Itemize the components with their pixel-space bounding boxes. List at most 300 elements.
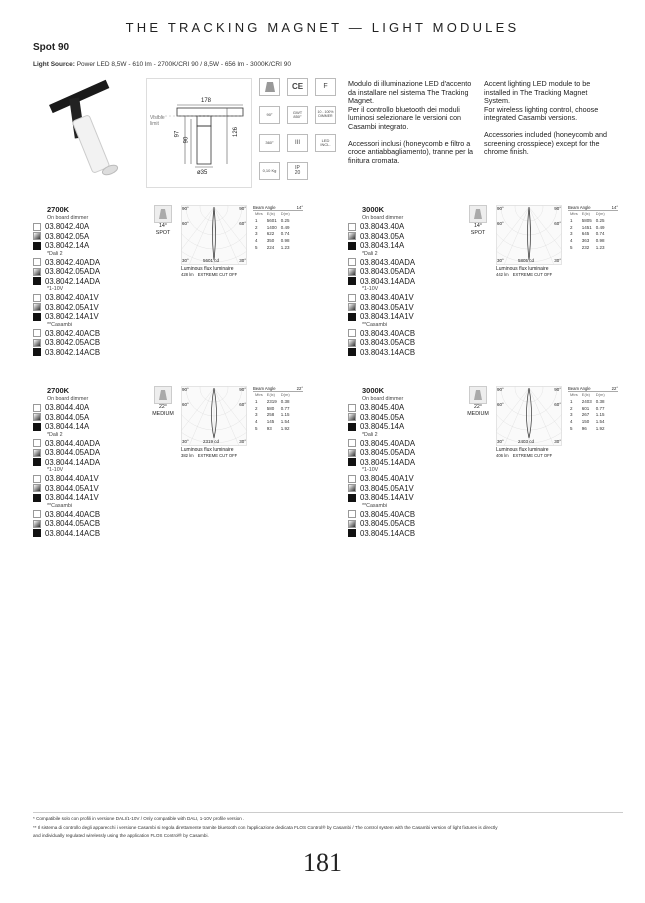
- product-code-text: 03.8044.14A1V: [45, 493, 99, 502]
- product-code: [348, 510, 415, 520]
- finish-swatch: [33, 268, 41, 276]
- polar-diagram: [496, 205, 562, 283]
- product-code: [33, 448, 100, 458]
- group-title: **Casambi: [47, 502, 73, 509]
- table-cell: 0.98: [595, 238, 605, 244]
- finish-swatch: [348, 439, 356, 447]
- polar-diagram: [181, 205, 247, 283]
- product-code-text: 03.8044.05A: [45, 412, 90, 422]
- finish-swatch: [348, 258, 356, 266]
- polar-label: 90°: [239, 206, 246, 211]
- table-cell: 1400: [266, 224, 277, 230]
- table-angle: 14°: [296, 205, 303, 210]
- table-cell: 0.25: [280, 217, 290, 223]
- product-code-text: 03.8042.05ADA: [45, 267, 101, 276]
- table-cell: 5: [570, 425, 573, 431]
- cutoff-label: EXTREME CUT OFF: [197, 272, 238, 277]
- group-title: On board dimmer: [47, 215, 89, 221]
- table-cell: 5601: [266, 217, 277, 223]
- beam-indicator: [148, 205, 178, 236]
- product-code-text: 03.8043.14A1V: [360, 312, 414, 321]
- table-row: [253, 399, 292, 406]
- table-cell: 1.92: [595, 425, 605, 431]
- product-code: [348, 312, 414, 322]
- photometric-table: [253, 205, 303, 252]
- product-code: [348, 277, 415, 287]
- product-code: [33, 241, 89, 251]
- finish-swatch: [33, 529, 41, 537]
- product-code-text: 03.8043.14ADA: [360, 276, 416, 286]
- product-code: [33, 348, 100, 358]
- polar-label: 60°: [182, 402, 189, 407]
- table-cell: 1: [570, 398, 573, 404]
- table-cell: 1.23: [280, 244, 290, 250]
- table-cell: 96: [581, 425, 587, 431]
- footnote-divider: [33, 812, 623, 813]
- table-cell: 232: [581, 244, 590, 250]
- photometric-table: [568, 386, 618, 433]
- table-header: D(m): [280, 211, 290, 216]
- finish-swatch: [348, 404, 356, 412]
- table-cell: 0.49: [280, 224, 290, 230]
- product-code: [348, 529, 415, 539]
- product-code: [348, 232, 404, 242]
- product-code: [33, 403, 89, 413]
- polar-label: 90°: [497, 206, 504, 211]
- finish-swatch: [33, 404, 41, 412]
- table-cell: 1.92: [280, 425, 290, 431]
- product-code-text: 03.8042.40ADA: [45, 257, 101, 267]
- table-row: [253, 406, 292, 413]
- photometric-table: [568, 205, 618, 252]
- finish-swatch: [33, 439, 41, 447]
- product-code-text: 03.8045.14ACB: [360, 528, 416, 538]
- table-cell: 363: [581, 238, 590, 244]
- product-code-text: 03.8042.40ACB: [45, 328, 101, 338]
- table-cell: 150: [581, 419, 590, 425]
- product-code: [348, 458, 415, 468]
- finish-swatch: [33, 520, 41, 528]
- group-title: *1-10V: [47, 467, 64, 473]
- gwt-icon: GWT 850°: [287, 106, 308, 124]
- table-cell: 1: [255, 217, 258, 223]
- polar-label: 90°: [554, 206, 561, 211]
- table-row: [568, 406, 607, 413]
- table-cell: 5: [570, 244, 573, 250]
- product-code: [348, 293, 414, 303]
- product-code-text: 03.8042.05A: [45, 231, 90, 241]
- cutoff-label: EXTREME CUT OFF: [512, 453, 553, 458]
- group-title: *Dali 2: [362, 431, 378, 438]
- group-title: **Casambi: [362, 321, 388, 328]
- table-cell: 0.38: [280, 398, 290, 404]
- beam-name: MEDIUM: [152, 410, 174, 417]
- finish-swatch: [348, 520, 356, 528]
- table-row: [253, 426, 292, 433]
- flux-value: 406 lm: [496, 453, 509, 458]
- table-header-row: [253, 211, 292, 218]
- polar-label: 30°: [182, 258, 189, 263]
- ip-icon: IP 20: [287, 162, 308, 180]
- product-code-text: 03.8044.05ADA: [45, 448, 101, 457]
- product-code-text: 03.8043.05A: [360, 231, 405, 241]
- table-cell: 145: [266, 419, 275, 425]
- spot-icon: [154, 205, 172, 223]
- table-cell: 0.77: [595, 405, 605, 411]
- flux-line: [181, 453, 237, 458]
- flux-value: 382 lm: [181, 453, 194, 458]
- table-angle: 22°: [611, 386, 618, 391]
- beam-indicator: [463, 386, 493, 417]
- table-cell: 4: [255, 238, 258, 244]
- table-angle: 14°: [611, 205, 618, 210]
- product-code-text: 03.8042.14ACB: [45, 347, 101, 357]
- dim-width: 178: [201, 98, 212, 104]
- table-header-row: [253, 392, 292, 399]
- table-cell: 2: [255, 224, 258, 230]
- table-cell: 0.74: [280, 231, 290, 237]
- product-code-text: 03.8042.14A1V: [45, 312, 99, 321]
- table-cell: 224: [266, 244, 275, 250]
- table-row: [568, 238, 607, 245]
- product-code: [348, 348, 415, 358]
- product-code-text: 03.8045.14ADA: [360, 457, 416, 467]
- product-code: [33, 519, 100, 529]
- polar-label: 30°: [554, 439, 561, 444]
- table-header: Mtrs: [570, 211, 578, 216]
- product-block: [33, 205, 333, 385]
- light-source-label: Light Source:: [33, 61, 75, 68]
- product-code: [348, 439, 415, 449]
- weight-icon: 0,10 Kg: [259, 162, 280, 180]
- finish-swatch: [33, 223, 41, 231]
- table-header: E(lx): [266, 211, 276, 216]
- photometric-table: [253, 386, 303, 433]
- flux-line: [496, 272, 552, 277]
- visible-limit-label: Visible limit: [150, 115, 165, 127]
- finish-swatch: [33, 313, 41, 321]
- table-header: D(m): [595, 392, 605, 397]
- footnote-1: * Compatibile solo con profili in versione DALI/1-10V / Only compatible with DALI, 1-10V profile version .: [33, 816, 245, 821]
- table-cell: 1: [570, 217, 573, 223]
- description-en: Accent lighting LED module to be installed in The Tracking Magnet System. For wireless lighting control, choose integrated Casambi versions. Accessories included (honeycomb and screening crosspiece) except for the chrome finish.: [484, 79, 608, 157]
- flux-value: 428 lm: [181, 272, 194, 277]
- table-row: [568, 225, 607, 232]
- table-row: [253, 231, 292, 238]
- finish-swatch: [348, 413, 356, 421]
- class-iii-icon: III: [287, 134, 308, 152]
- table-cell: 3: [255, 231, 258, 237]
- product-code-text: 03.8044.05A1V: [45, 483, 99, 493]
- beam-indicator: [463, 205, 493, 236]
- table-angle: 22°: [296, 386, 303, 391]
- group-title: On board dimmer: [47, 396, 89, 402]
- finish-swatch: [348, 294, 356, 302]
- cutoff-label: EXTREME CUT OFF: [197, 453, 238, 458]
- finish-swatch: [348, 268, 356, 276]
- rotation-90-icon: 90°: [259, 106, 280, 124]
- beam-angle-label: 22°: [473, 404, 482, 410]
- polar-label: 90°: [182, 206, 189, 211]
- table-cell: 267: [581, 412, 590, 418]
- spot-icon: [469, 386, 487, 404]
- dim-diameter: ø35: [197, 170, 208, 176]
- page-number: 181: [303, 848, 342, 877]
- product-code-text: 03.8045.40A1V: [360, 474, 414, 483]
- table-cell: 4: [255, 419, 258, 425]
- product-code-text: 03.8042.14A: [45, 241, 90, 250]
- dimmer-icon: 10 - 100% DIMMER: [315, 106, 336, 124]
- product-code: [348, 267, 415, 277]
- polar-candela: 5805 cd: [518, 258, 535, 263]
- footnote-2: ** Il sistema di controllo degli apparecchi i versione Casambi si regola direttamente tramite bluetooth con l'applicazione dedicata FLOS Control® by Casambi / The control system with the Casambi version of light fixtures is directly: [33, 824, 498, 830]
- product-block: [348, 386, 645, 566]
- table-title: Beam Angle: [253, 205, 276, 210]
- product-code-text: 03.8042.40A1V: [45, 293, 99, 302]
- product-image: [46, 78, 136, 182]
- footnote-3: and individually regulated wirelessly using the application FLOS Control® by Casambi.: [33, 833, 209, 838]
- table-row: [568, 412, 607, 419]
- table-cell: 1.23: [595, 244, 605, 250]
- product-name: Spot 90: [33, 42, 70, 53]
- polar-label: 60°: [554, 221, 561, 226]
- finish-swatch: [33, 294, 41, 302]
- product-code-text: 03.8042.40A: [45, 222, 90, 231]
- product-code: [33, 439, 100, 449]
- table-cell: 93: [266, 425, 272, 431]
- polar-candela: 2403 cd: [518, 439, 535, 444]
- table-row: [568, 399, 607, 406]
- table-header: Mtrs: [255, 211, 263, 216]
- product-code: [33, 232, 89, 242]
- polar-label: 60°: [497, 221, 504, 226]
- group-title: **Casambi: [362, 502, 388, 509]
- spot-icon: [154, 386, 172, 404]
- finish-swatch: [348, 529, 356, 537]
- finish-swatch: [33, 413, 41, 421]
- beam-angle-label: 22°: [158, 404, 167, 410]
- product-code-text: 03.8043.40A: [360, 222, 405, 231]
- product-code-text: 03.8043.40ACB: [360, 328, 416, 338]
- table-header-row: [568, 211, 607, 218]
- product-code-text: 03.8045.05ADA: [360, 448, 416, 457]
- table-cell: 1: [255, 398, 258, 404]
- finish-swatch: [348, 329, 356, 337]
- table-cell: 0.77: [280, 405, 290, 411]
- polar-label: 30°: [182, 439, 189, 444]
- finish-swatch: [33, 348, 41, 356]
- dim-height-b: 90: [183, 136, 190, 144]
- table-cell: 1451: [581, 224, 592, 230]
- product-code-text: 03.8042.14ADA: [45, 276, 101, 286]
- product-code: [348, 422, 404, 432]
- finish-swatch: [33, 303, 41, 311]
- product-code-text: 03.8043.14A: [360, 241, 405, 250]
- finish-swatch: [33, 339, 41, 347]
- table-row: [568, 245, 607, 252]
- polar-label: 30°: [239, 258, 246, 263]
- light-source: [33, 61, 291, 68]
- cct-label: 2700K: [47, 386, 70, 395]
- polar-diagram: [496, 386, 562, 464]
- table-cell: 5: [255, 244, 258, 250]
- finish-swatch: [33, 494, 41, 502]
- spot-icon: [259, 78, 280, 96]
- group-title: *1-10V: [362, 286, 379, 292]
- product-block: [348, 205, 645, 385]
- finish-swatch: [348, 313, 356, 321]
- flux-value: 442 lm: [496, 272, 509, 277]
- table-cell: 350: [266, 238, 275, 244]
- polar-label: 60°: [554, 402, 561, 407]
- table-row: [253, 238, 292, 245]
- group-title: On board dimmer: [362, 396, 404, 402]
- product-code: [348, 484, 414, 494]
- table-cell: 1.54: [280, 419, 290, 425]
- polar-label: 30°: [497, 258, 504, 263]
- table-cell: 0.74: [595, 231, 605, 237]
- description-it: Modulo di illuminazione LED d'accento da installare nel sistema The Tracking Magnet. Per il controllo bluetooth dei moduli luminosi selezionare le versioni con Casambi integrato. Accessori inclusi (honeycomb e filtro a croce antiabbagliamento), tranne per la finitura cromata.: [348, 79, 474, 165]
- table-row: [253, 225, 292, 232]
- group-title: **Casambi: [47, 321, 73, 328]
- f-mark-icon: F: [315, 78, 336, 96]
- finish-swatch: [348, 339, 356, 347]
- product-code: [33, 222, 89, 232]
- product-code: [33, 413, 89, 423]
- beam-name: SPOT: [470, 229, 486, 236]
- product-code-text: 03.8044.05ACB: [45, 519, 101, 528]
- dimension-drawing: [146, 78, 252, 188]
- table-row: [253, 412, 292, 419]
- table-row: [253, 245, 292, 252]
- finish-swatch: [348, 348, 356, 356]
- flux-line: [181, 272, 237, 277]
- table-cell: 0.98: [280, 238, 290, 244]
- cct-label: 3000K: [362, 386, 385, 395]
- product-code-text: 03.8044.40ADA: [45, 438, 101, 448]
- product-code: [33, 258, 100, 268]
- product-code: [348, 403, 404, 413]
- polar-label: 30°: [239, 439, 246, 444]
- finish-swatch: [33, 232, 41, 240]
- finish-swatch: [348, 475, 356, 483]
- group-title: *Dali 2: [47, 431, 63, 438]
- product-code-text: 03.8045.05ACB: [360, 519, 416, 528]
- table-title: Beam Angle: [568, 386, 591, 391]
- polar-label: 30°: [497, 439, 504, 444]
- group-title: *1-10V: [47, 286, 64, 292]
- table-header: Mtrs: [255, 392, 263, 397]
- product-code-text: 03.8043.14ACB: [360, 347, 416, 357]
- dim-height-c: 126: [233, 126, 240, 138]
- product-code-text: 03.8045.40ADA: [360, 438, 416, 448]
- polar-label: 60°: [497, 402, 504, 407]
- product-code: [33, 484, 99, 494]
- beam-name: SPOT: [155, 229, 171, 236]
- product-code: [348, 493, 414, 503]
- table-header: Mtrs: [570, 392, 578, 397]
- product-code-text: 03.8043.05A1V: [360, 302, 414, 312]
- product-code: [348, 258, 415, 268]
- finish-swatch: [348, 232, 356, 240]
- cutoff-label: EXTREME CUT OFF: [512, 272, 553, 277]
- ce-mark-icon: CE: [287, 78, 308, 96]
- table-cell: 2319: [266, 398, 277, 404]
- product-code: [348, 303, 414, 313]
- finish-swatch: [348, 458, 356, 466]
- finish-swatch: [33, 510, 41, 518]
- product-code: [348, 448, 415, 458]
- product-code-text: 03.8044.14ACB: [45, 528, 101, 538]
- table-row: [253, 218, 292, 225]
- table-cell: 3: [570, 412, 573, 418]
- finish-swatch: [348, 494, 356, 502]
- led-incl-icon: LED INCL.: [315, 134, 336, 152]
- product-code: [348, 413, 404, 423]
- table-cell: 601: [581, 405, 590, 411]
- product-code-text: 03.8042.05A1V: [45, 302, 99, 312]
- finish-swatch: [348, 510, 356, 518]
- finish-swatch: [33, 449, 41, 457]
- table-cell: 3: [570, 231, 573, 237]
- product-code-text: 03.8045.40ACB: [360, 509, 416, 519]
- light-source-text: Power LED 8,5W - 610 lm - 2700K/CRI 90 / 8,5W - 656 lm - 3000K/CRI 90: [76, 61, 291, 68]
- group-title: *Dali 2: [47, 250, 63, 257]
- product-code: [33, 338, 100, 348]
- product-code: [33, 422, 89, 432]
- product-code-text: 03.8044.40A: [45, 403, 90, 412]
- product-code-text: 03.8045.14A: [360, 422, 405, 431]
- table-cell: 622: [266, 231, 275, 237]
- flux-title: Luminous flux luminaire: [496, 447, 549, 453]
- finish-swatch: [348, 223, 356, 231]
- table-title: Beam Angle: [568, 205, 591, 210]
- finish-swatch: [33, 277, 41, 285]
- product-code-text: 03.8045.05A1V: [360, 483, 414, 493]
- product-code-text: 03.8043.40ADA: [360, 257, 416, 267]
- polar-candela: 2319 cd: [203, 439, 220, 444]
- product-code: [33, 312, 99, 322]
- product-code: [33, 293, 99, 303]
- product-code: [348, 338, 415, 348]
- table-cell: 1.54: [595, 419, 605, 425]
- product-code: [348, 519, 415, 529]
- feature-icons: [259, 78, 339, 188]
- table-cell: 258: [266, 412, 275, 418]
- product-code: [33, 529, 100, 539]
- table-header: E(lx): [581, 392, 591, 397]
- beam-angle-label: 14°: [473, 223, 482, 229]
- table-row: [253, 419, 292, 426]
- polar-label: 90°: [239, 387, 246, 392]
- table-cell: 0.49: [595, 224, 605, 230]
- product-code-text: 03.8043.05ACB: [360, 338, 416, 347]
- footnotes: [33, 815, 623, 841]
- group-title: On board dimmer: [362, 215, 404, 221]
- flux-title: Luminous flux luminaire: [181, 266, 234, 272]
- product-code: [33, 277, 100, 287]
- polar-label: 90°: [497, 387, 504, 392]
- table-cell: 645: [581, 231, 590, 237]
- polar-label: 60°: [239, 221, 246, 226]
- table-header: D(m): [595, 211, 605, 216]
- table-cell: 5805: [581, 217, 592, 223]
- table-header-row: [568, 392, 607, 399]
- product-code-text: 03.8043.05ADA: [360, 267, 416, 276]
- product-code-text: 03.8043.40A1V: [360, 293, 414, 302]
- product-code: [348, 241, 404, 251]
- table-row: [568, 419, 607, 426]
